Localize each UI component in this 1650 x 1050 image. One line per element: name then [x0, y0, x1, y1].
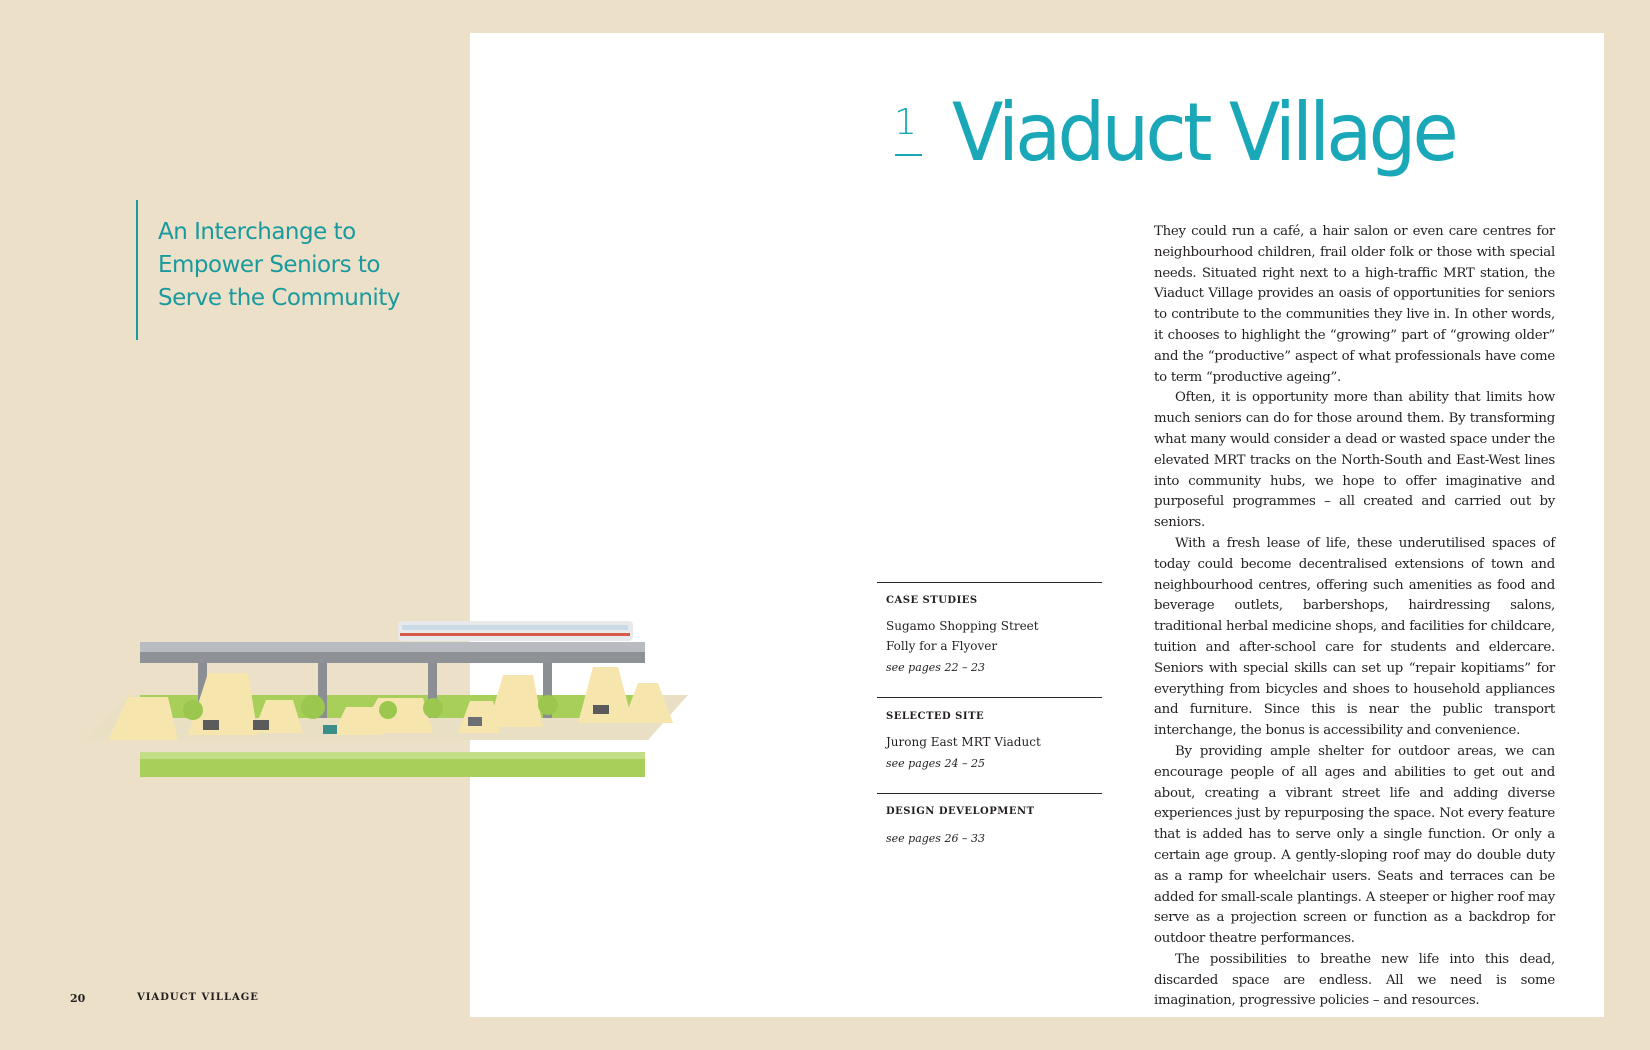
cart	[323, 725, 337, 734]
body-paragraph: They could run a café, a hair salon or even care centres for neighbourhood children, frail older folk or those with special needs. Situated right next to a high-traffic MRT station, the Viaduct Village provides an oasis of opportunities for seniors to contribute to the communities they live in. In other words, it chooses to highlight the “growing” part of “growing older” and the “productive” aspect of what professionals have come to term “productive ageing”.	[1154, 224, 1555, 385]
chapter-number: 1	[894, 102, 917, 143]
divider	[877, 697, 1102, 698]
body-paragraph: With a fresh lease of life, these underutilised spaces of today could become decentralised extensions of town and neighbourhood centres, offering such amenities as food and beverage outlets, barbershops, hairdressing salons, traditional herbal medicine shops, and facilities for childcare, tuition and after-school care for students and eldercare. Seniors with special skills can set up “repair kopitiams” for everything from bicycles and shoes to household appliances and furniture. Since this is near the public transport interchange, the bonus is accessibility and convenience.	[1154, 535, 1555, 739]
tent	[108, 697, 178, 740]
tree	[423, 698, 443, 718]
tree	[183, 700, 203, 720]
tree	[301, 695, 325, 719]
viaduct-deck-top	[140, 642, 645, 652]
viaduct-illustration	[88, 615, 698, 785]
cart	[253, 720, 269, 730]
subtitle-line: An Interchange to	[158, 219, 356, 245]
chapter-subtitle	[136, 200, 400, 340]
grass-edge	[140, 752, 645, 759]
grass-base	[140, 759, 645, 777]
cart	[203, 720, 219, 730]
body-paragraph: The possibilities to breathe new life into this dead, discarded space are endless. All we need is some imagination, progressive policies – and resources.	[1154, 951, 1555, 1009]
running-head: VIADUCT VILLAGE	[137, 992, 259, 1003]
viaduct-deck-side	[140, 652, 645, 663]
selected-site-item: Jurong East MRT Viaduct	[886, 735, 1041, 749]
train-stripe	[400, 633, 630, 636]
tent	[623, 683, 673, 723]
tent	[578, 667, 633, 723]
case-studies-label: CASE STUDIES	[886, 595, 978, 606]
body-text	[1154, 222, 1555, 1012]
tent	[488, 675, 543, 727]
train	[398, 621, 633, 641]
chapter-title: Viaduct Village	[952, 86, 1456, 179]
tree	[538, 695, 558, 715]
selected-site-pages: see pages 24 – 25	[886, 757, 985, 770]
divider	[877, 582, 1102, 583]
case-studies-pages: see pages 22 – 23	[886, 661, 985, 674]
train-windows	[402, 625, 628, 630]
tree	[379, 701, 397, 719]
design-development-label: DESIGN DEVELOPMENT	[886, 806, 1035, 817]
chapter-number-underline	[895, 154, 922, 156]
selected-site-label: SELECTED SITE	[886, 711, 985, 722]
cart	[593, 705, 609, 714]
subtitle-line: Serve the Community	[158, 285, 400, 311]
page-number: 20	[70, 992, 86, 1005]
divider	[877, 793, 1102, 794]
body-paragraph: Often, it is opportunity more than ability that limits how much seniors can do for those around them. By transforming what many would consider a dead or wasted space under the elevated MRT tracks on the North-South and East-West lines into community hubs, we hope to offer imaginative and purposeful programmes – all created and carried out by seniors.	[1154, 390, 1555, 531]
subtitle-line: Empower Seniors to	[158, 252, 380, 278]
body-paragraph: By providing ample shelter for outdoor areas, we can encourage people of all ages and abilities to get out and about, creating a vibrant street life and adding diverse experiences just by repurposing the space. Not every feature that is added has to serve only a single function. Or only a certain age group. A gently-sloping roof may do double duty as a ramp for wheelchair users. Seats and terraces can be added for small-scale plantings. A steeper or higher roof may serve as a projection screen or function as a backdrop for outdoor theatre performances.	[1154, 743, 1555, 947]
cart	[468, 717, 482, 726]
case-study-item: Sugamo Shopping Street	[886, 619, 1039, 633]
case-study-item: Folly for a Flyover	[886, 639, 998, 653]
design-development-pages: see pages 26 – 33	[886, 832, 985, 845]
